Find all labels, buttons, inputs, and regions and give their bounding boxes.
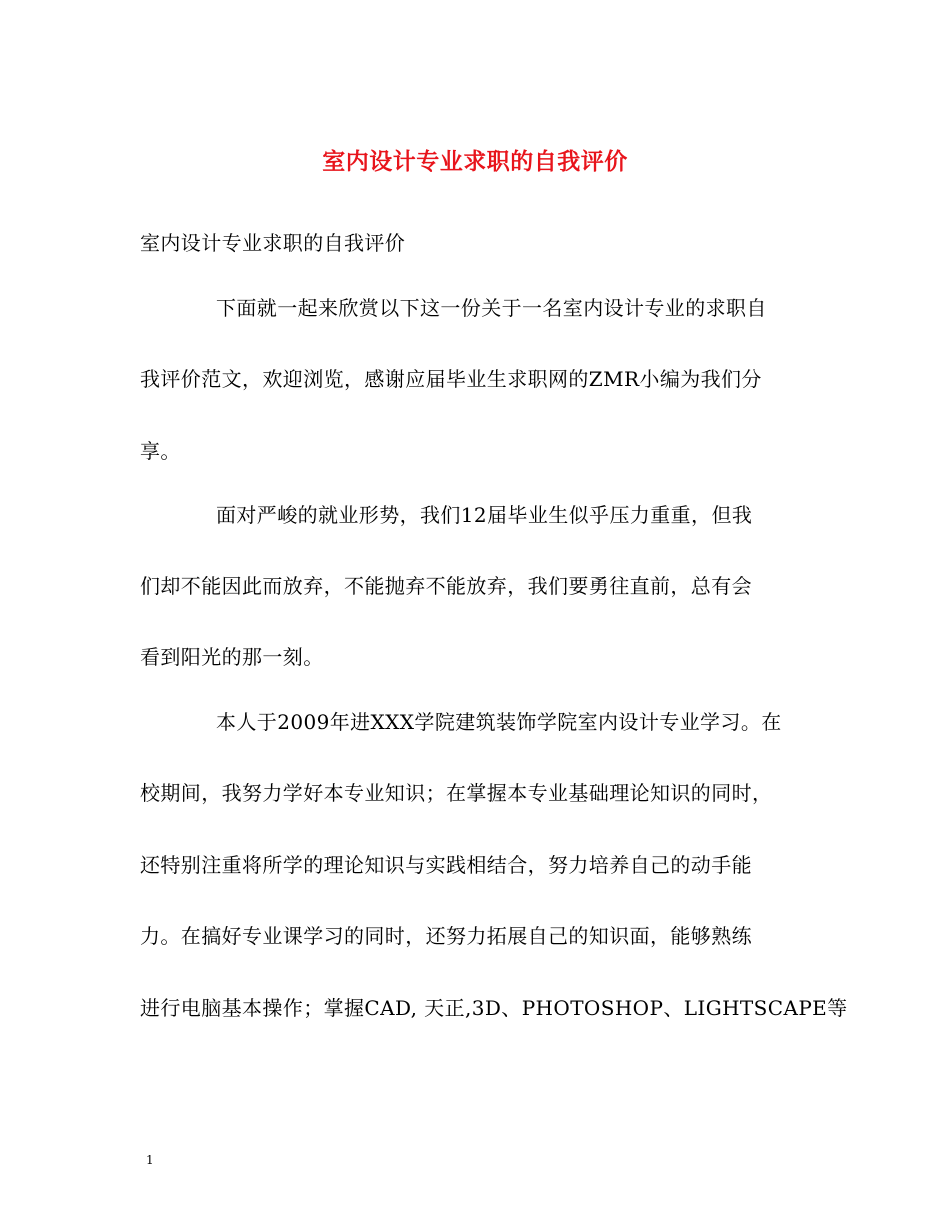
paragraph-2-line-1: 面对严峻的就业形势，我们12届毕业生似乎压力重重，但我 bbox=[216, 503, 753, 527]
paragraph-1-line-2: 我评价范文，欢迎浏览，感谢应届毕业生求职网的ZMR小编为我们分 bbox=[140, 367, 762, 391]
paragraph-1-line-1: 下面就一起来欣赏以下这一份关于一名室内设计专业的求职自 bbox=[216, 296, 767, 320]
paragraph-2-line-2: 们却不能因此而放弃，不能抛弃不能放弃，我们要勇往直前，总有会 bbox=[140, 574, 752, 598]
paragraph-1-line-3: 享。 bbox=[140, 439, 181, 463]
paragraph-3-line-3: 还特别注重将所学的理论知识与实践相结合，努力培养自己的动手能 bbox=[140, 853, 752, 877]
document-subtitle: 室内设计专业求职的自我评价 bbox=[140, 231, 406, 255]
paragraph-3-line-4: 力。在搞好专业课学习的同时，还努力拓展自己的知识面，能够熟练 bbox=[140, 924, 752, 948]
paragraph-3-line-2: 校期间，我努力学好本专业知识；在掌握本专业基础理论知识的同时， bbox=[140, 781, 773, 805]
paragraph-3-line-1: 本人于2009年进XXX学院建筑装饰学院室内设计专业学习。在 bbox=[216, 710, 782, 734]
paragraph-2-line-3: 看到阳光的那一刻。 bbox=[140, 645, 324, 669]
paragraph-3-line-5: 进行电脑基本操作；掌握CAD, 天正,3D、PHOTOSHOP、LIGHTSCAPE等 bbox=[140, 996, 848, 1020]
document-title: 室内设计专业求职的自我评价 bbox=[322, 148, 628, 175]
page-number: 1 bbox=[146, 1153, 154, 1167]
